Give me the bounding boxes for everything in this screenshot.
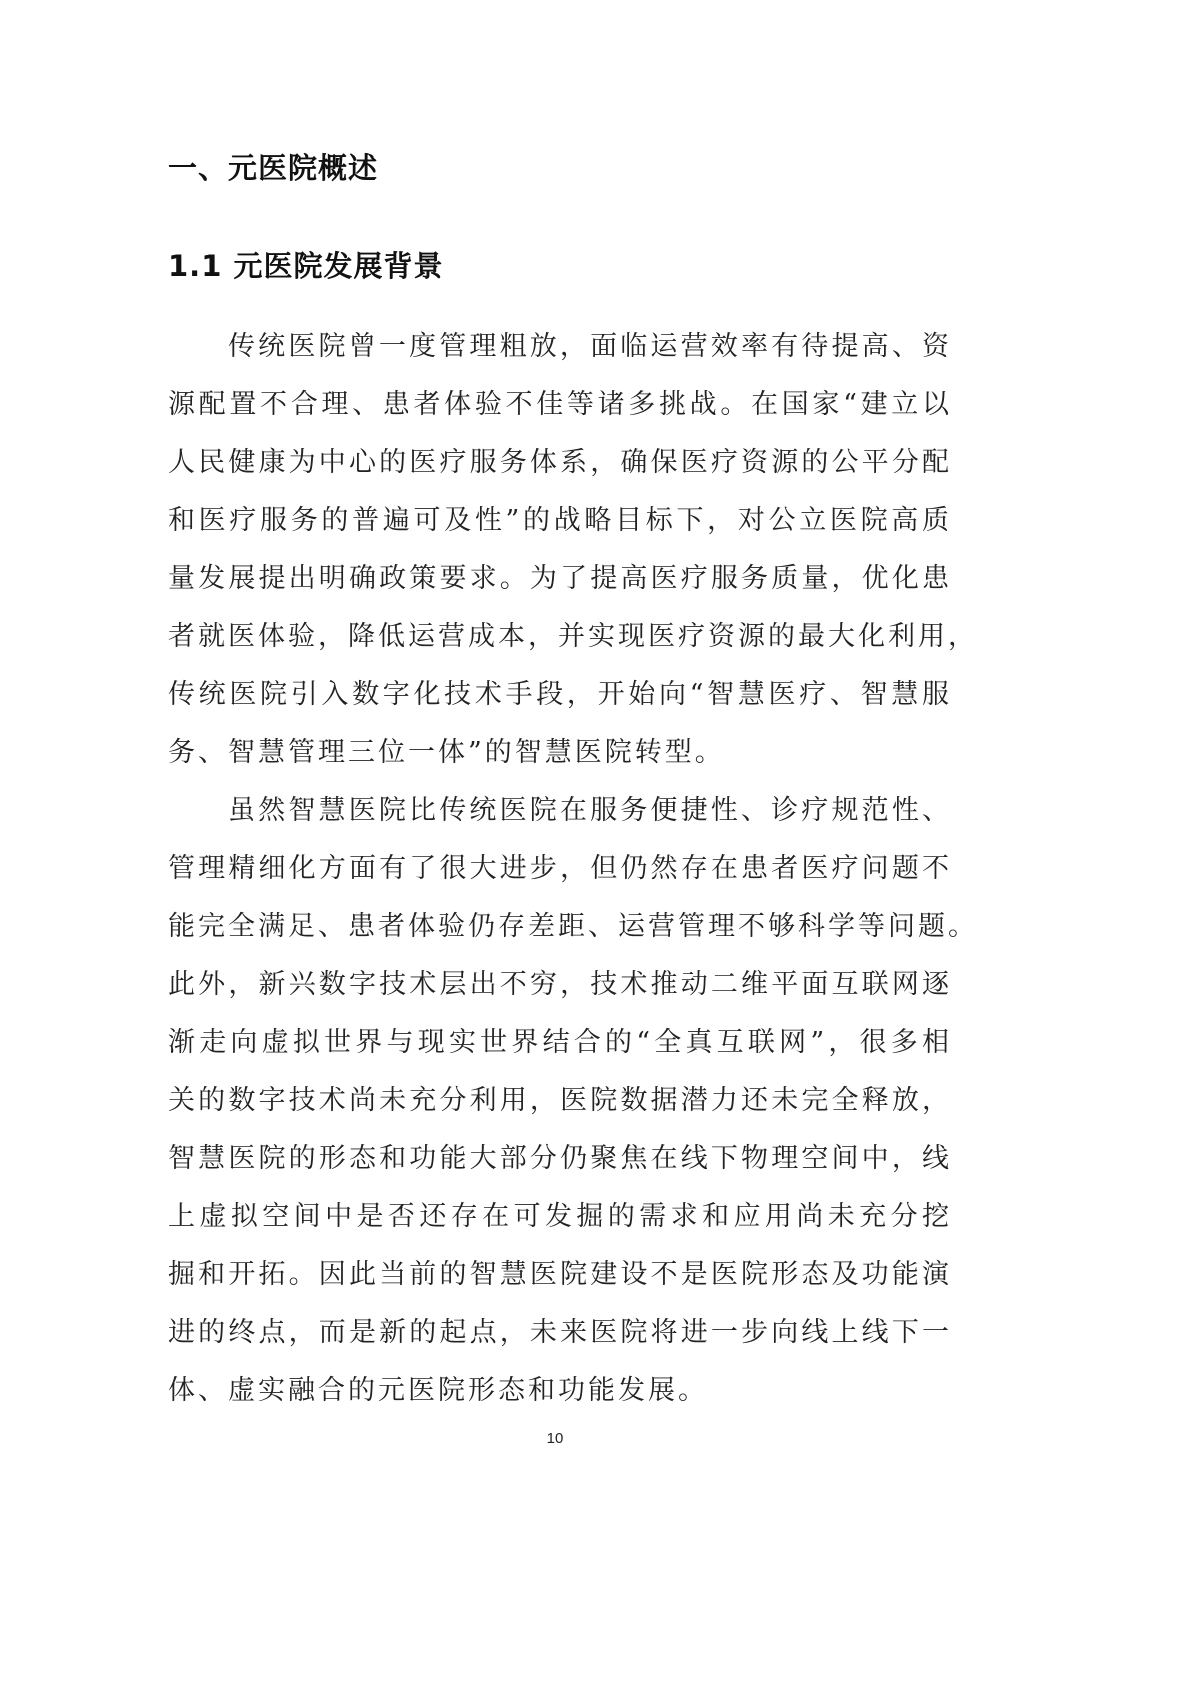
- paragraph-line: 源配置不合理、患者体验不佳等诸多挑战。在国家“建立以: [168, 389, 952, 420]
- paragraph-line: 此外，新兴数字技术层出不穷，技术推动二维平面互联网逐: [168, 969, 952, 1000]
- paragraph-line: 渐走向虚拟世界与现实世界结合的“全真互联网”，很多相: [168, 1027, 952, 1058]
- paragraph-line: 进的终点，而是新的起点，未来医院将进一步向线上线下一: [168, 1317, 952, 1348]
- paragraph-line: 和医疗服务的普遍可及性”的战略目标下，对公立医院高质: [168, 505, 952, 536]
- subsection-heading: 1.1 元医院发展背景: [168, 249, 444, 283]
- paragraph-1: [168, 318, 978, 782]
- paragraph-line: 智慧医院的形态和功能大部分仍聚焦在线下物理空间中，线: [168, 1143, 952, 1174]
- paragraph-2: [168, 782, 978, 1420]
- paragraph-line: 传统医院引入数字化技术手段，开始向“智慧医疗、智慧服: [168, 679, 952, 710]
- paragraph-line: 体、虚实融合的元医院形态和功能发展。: [168, 1375, 708, 1406]
- paragraph-line: 者就医体验，降低运营成本，并实现医疗资源的最大化利用，: [168, 621, 978, 652]
- section-heading: 一、元医院概述: [168, 151, 379, 185]
- paragraph-line: 传统医院曾一度管理粗放，面临运营效率有待提高、资: [228, 331, 952, 362]
- paragraph-line: 管理精细化方面有了很大进步，但仍然存在患者医疗问题不: [168, 853, 952, 884]
- paragraph-line: 务、智慧管理三位一体”的智慧医院转型。: [168, 737, 725, 768]
- paragraph-line: 掘和开拓。因此当前的智慧医院建设不是医院形态及功能演: [168, 1259, 952, 1290]
- paragraph-line: 上虚拟空间中是否还存在可发掘的需求和应用尚未充分挖: [168, 1201, 952, 1232]
- paragraph-line: 人民健康为中心的医疗服务体系，确保医疗资源的公平分配: [168, 447, 952, 478]
- paragraph-line: 虽然智慧医院比传统医院在服务便捷性、诊疗规范性、: [228, 795, 952, 826]
- paragraph-line: 关的数字技术尚未充分利用，医院数据潜力还未完全释放，: [168, 1085, 952, 1116]
- paragraph-line: 能完全满足、患者体验仍存差距、运营管理不够科学等问题。: [168, 911, 978, 942]
- paragraph-line: 量发展提出明确政策要求。为了提高医疗服务质量，优化患: [168, 563, 952, 594]
- page-number: 10: [546, 1430, 564, 1447]
